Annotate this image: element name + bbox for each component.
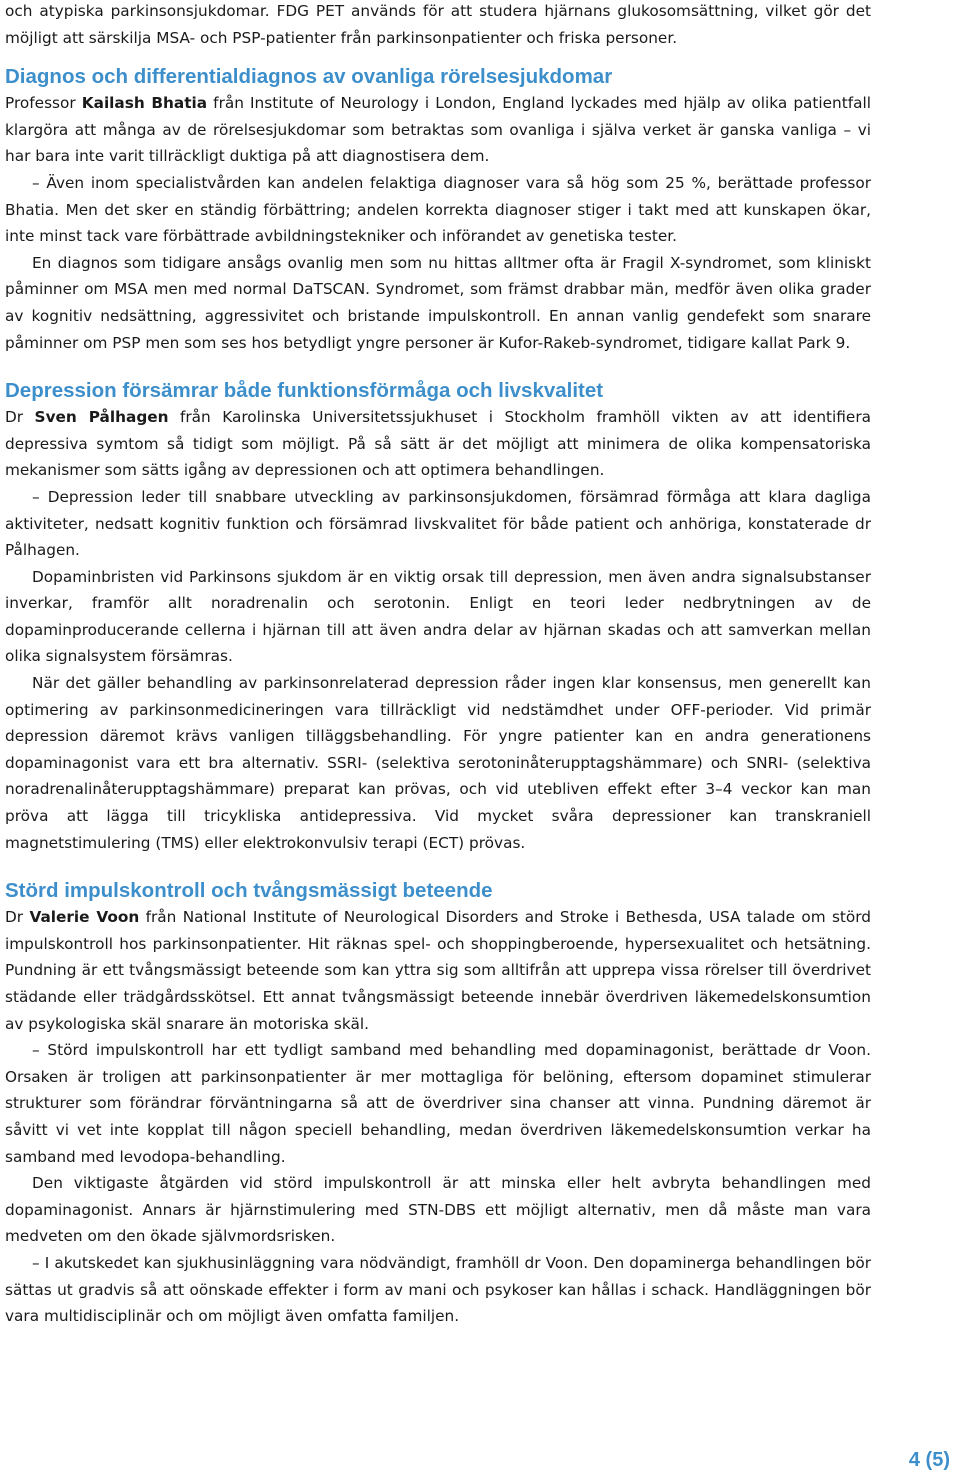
section2-paragraph-1: [5, 404, 871, 484]
section2-paragraph-4: När det gäller behandling av parkinsonrelaterad depression råder ingen klar konsensus, men generellt kan optimering av parkinsonmedicineringen vara tillräckligt vid nedstämdhet under OFF-perioder. Vid primär depression däremot krävs vanligen tilläggsbehandling. För yngre patienter kan en andra generationens dopaminagonist vara ett bra alternativ. SSRI- (selektiva serotoninåterupptagshämmare) och SNRI- (selektiva noradrenalinåterupptagshämmare) preparat kan prövas, och vid utebliven effekt efter 3–4 veckor kan man pröva att lägga till tricykliska antidepressiva. Vid mycket svåra depressioner kan transkraniell magnetstimulering (TMS) eller elektrokonvulsiv terapi (ECT) prövas.: [5, 674, 871, 852]
section-heading-impulskontroll: Störd impulskontroll och tvångsmässigt beteende: [5, 879, 493, 903]
text-run: från Karolinska Universitetssjukhuset i Stockholm framhöll vikten av att identifiera depressiva symtom så tidigt som möjligt. På så sätt är det möjligt att minimera de olika kompensatoriska mekanismer som sätts igång av depressionen och att optimera behandlingen.: [5, 408, 871, 480]
section3-paragraph-2: – Störd impulskontroll har ett tydligt samband med behandling med dopaminagonist, berättade dr Voon. Orsaken är troligen att parkinsonpatienter är mer mottagliga för belöning, eftersom dopaminet stimulerar strukturer som förändrar förväntningarna så att de överdriver sina chanser att vinna. Pundning däremot är såvitt vi vet inte kopplat till någon speciell behandling, medan överdriven läkemedelskonsumtion verkar ha samband med levodopa-behandling.: [5, 1041, 871, 1166]
section3-paragraph-1: [5, 904, 871, 1037]
section1-paragraph-1: [5, 90, 871, 170]
section-heading-diagnos: Diagnos och differentialdiagnos av ovanliga rörelsesjukdomar: [5, 65, 613, 89]
page-number: 4 (5): [908, 1449, 950, 1471]
speaker-name: Valerie Voon: [29, 908, 140, 927]
section2-paragraph-3: Dopaminbristen vid Parkinsons sjukdom är en viktig orsak till depression, men även andra signalsubstanser inverkar, framför allt noradrenalin och serotonin. Enligt en teori leder nedbrytningen av de dopaminproducerande cellerna i hjärnan till att även andra delar av hjärnan skadas och att samverkan mellan olika signalsystem försämras.: [5, 567, 871, 666]
text-run: från National Institute of Neurological Disorders and Stroke i Bethesda, USA talade om störd impulskontroll hos parkinsonpatienter. Hit räknas spel- och shoppingberoende, hypersexualitet och hetsätning. Pundning är ett tvångsmässigt beteende som kan yttra sig som alltifrån att upprepa vissa rörelser till överdrivet städande eller trädgårdsskötsel. Ett annat tvångsmässigt beteende innebär överdriven läkemedelskonsumtion av psykologiska skäl snarare än motoriska skäl.: [5, 908, 872, 1033]
section1-paragraph-2: – Även inom specialistvården kan andelen felaktiga diagnoser vara så hög som 25 %, berättade professor Bhatia. Men det sker en ständig förbättring; andelen korrekta diagnoser stiger i takt med att kunskapen ökar, inte minst tack vare förbättrade avbildningstekniker och införandet av genetiska tester.: [5, 173, 871, 246]
speaker-name: Kailash Bhatia: [81, 94, 208, 113]
section2-paragraph-2: – Depression leder till snabbare utveckling av parkinsonsjukdomen, försämrad förmåga att klara dagliga aktiviteter, nedsatt kognitiv funktion och försämrad livskvalitet för både patient och anhöriga, konstaterade dr Pålhagen.: [5, 487, 871, 560]
section3-paragraph-3: Den viktigaste åtgärden vid störd impulskontroll är att minska eller helt avbryta behandlingen med dopaminagonist. Annars är hjärnstimulering med STN-DBS ett möjligt alternativ, men då måste man vara medveten om den ökade självmordsrisken.: [5, 1174, 871, 1246]
section-heading-depression: Depression försämrar både funktionsförmåga och livskvalitet: [5, 379, 604, 403]
speaker-name: Sven Pålhagen: [34, 408, 169, 427]
text-run: Dr: [5, 908, 30, 927]
article-page: [5, 0, 871, 1330]
text-run: Dr: [5, 408, 35, 427]
text-run: Professor: [5, 94, 82, 113]
section1-paragraph-3: En diagnos som tidigare ansågs ovanlig men som nu hittas alltmer ofta är Fragil X-syndromet, som kliniskt påminner om MSA men med normal DaTSCAN. Syndromet, som främst drabbar män, medför även olika grader av kognitiv nedsättning, aggressivitet och bristande impulskontroll. En annan vanlig gendefekt som snarare påminner om PSP men som ses hos betydligt yngre personer är Kufor-Rakeb-syndromet, tidigare kallat Park 9.: [5, 253, 871, 352]
text-run: från Institute of Neurology i London, England lyckades med hjälp av olika patientfall klargöra att många av de rörelsesjukdomar som betraktas som ovanliga i själva verket är ganska vanliga – vi har bara inte varit tillräckligt duktiga på att diagnostisera dem.: [5, 94, 872, 166]
section3-paragraph-4: – I akutskedet kan sjukhusinläggning vara nödvändigt, framhöll dr Voon. Den dopaminerga behandlingen bör sättas ut gradvis så att oönskade effekter i form av mani och psykoser kan hållas i schack. Handläggningen bör vara multidisciplinär och om möjligt även omfatta familjen.: [5, 1253, 871, 1326]
intro-paragraph: och atypiska parkinsonsjukdomar. FDG PET används för att studera hjärnans glukosomsättning, vilket gör det möjligt att särskilja MSA- och PSP-patienter från parkinsonpatienter och friska personer.: [5, 2, 871, 47]
